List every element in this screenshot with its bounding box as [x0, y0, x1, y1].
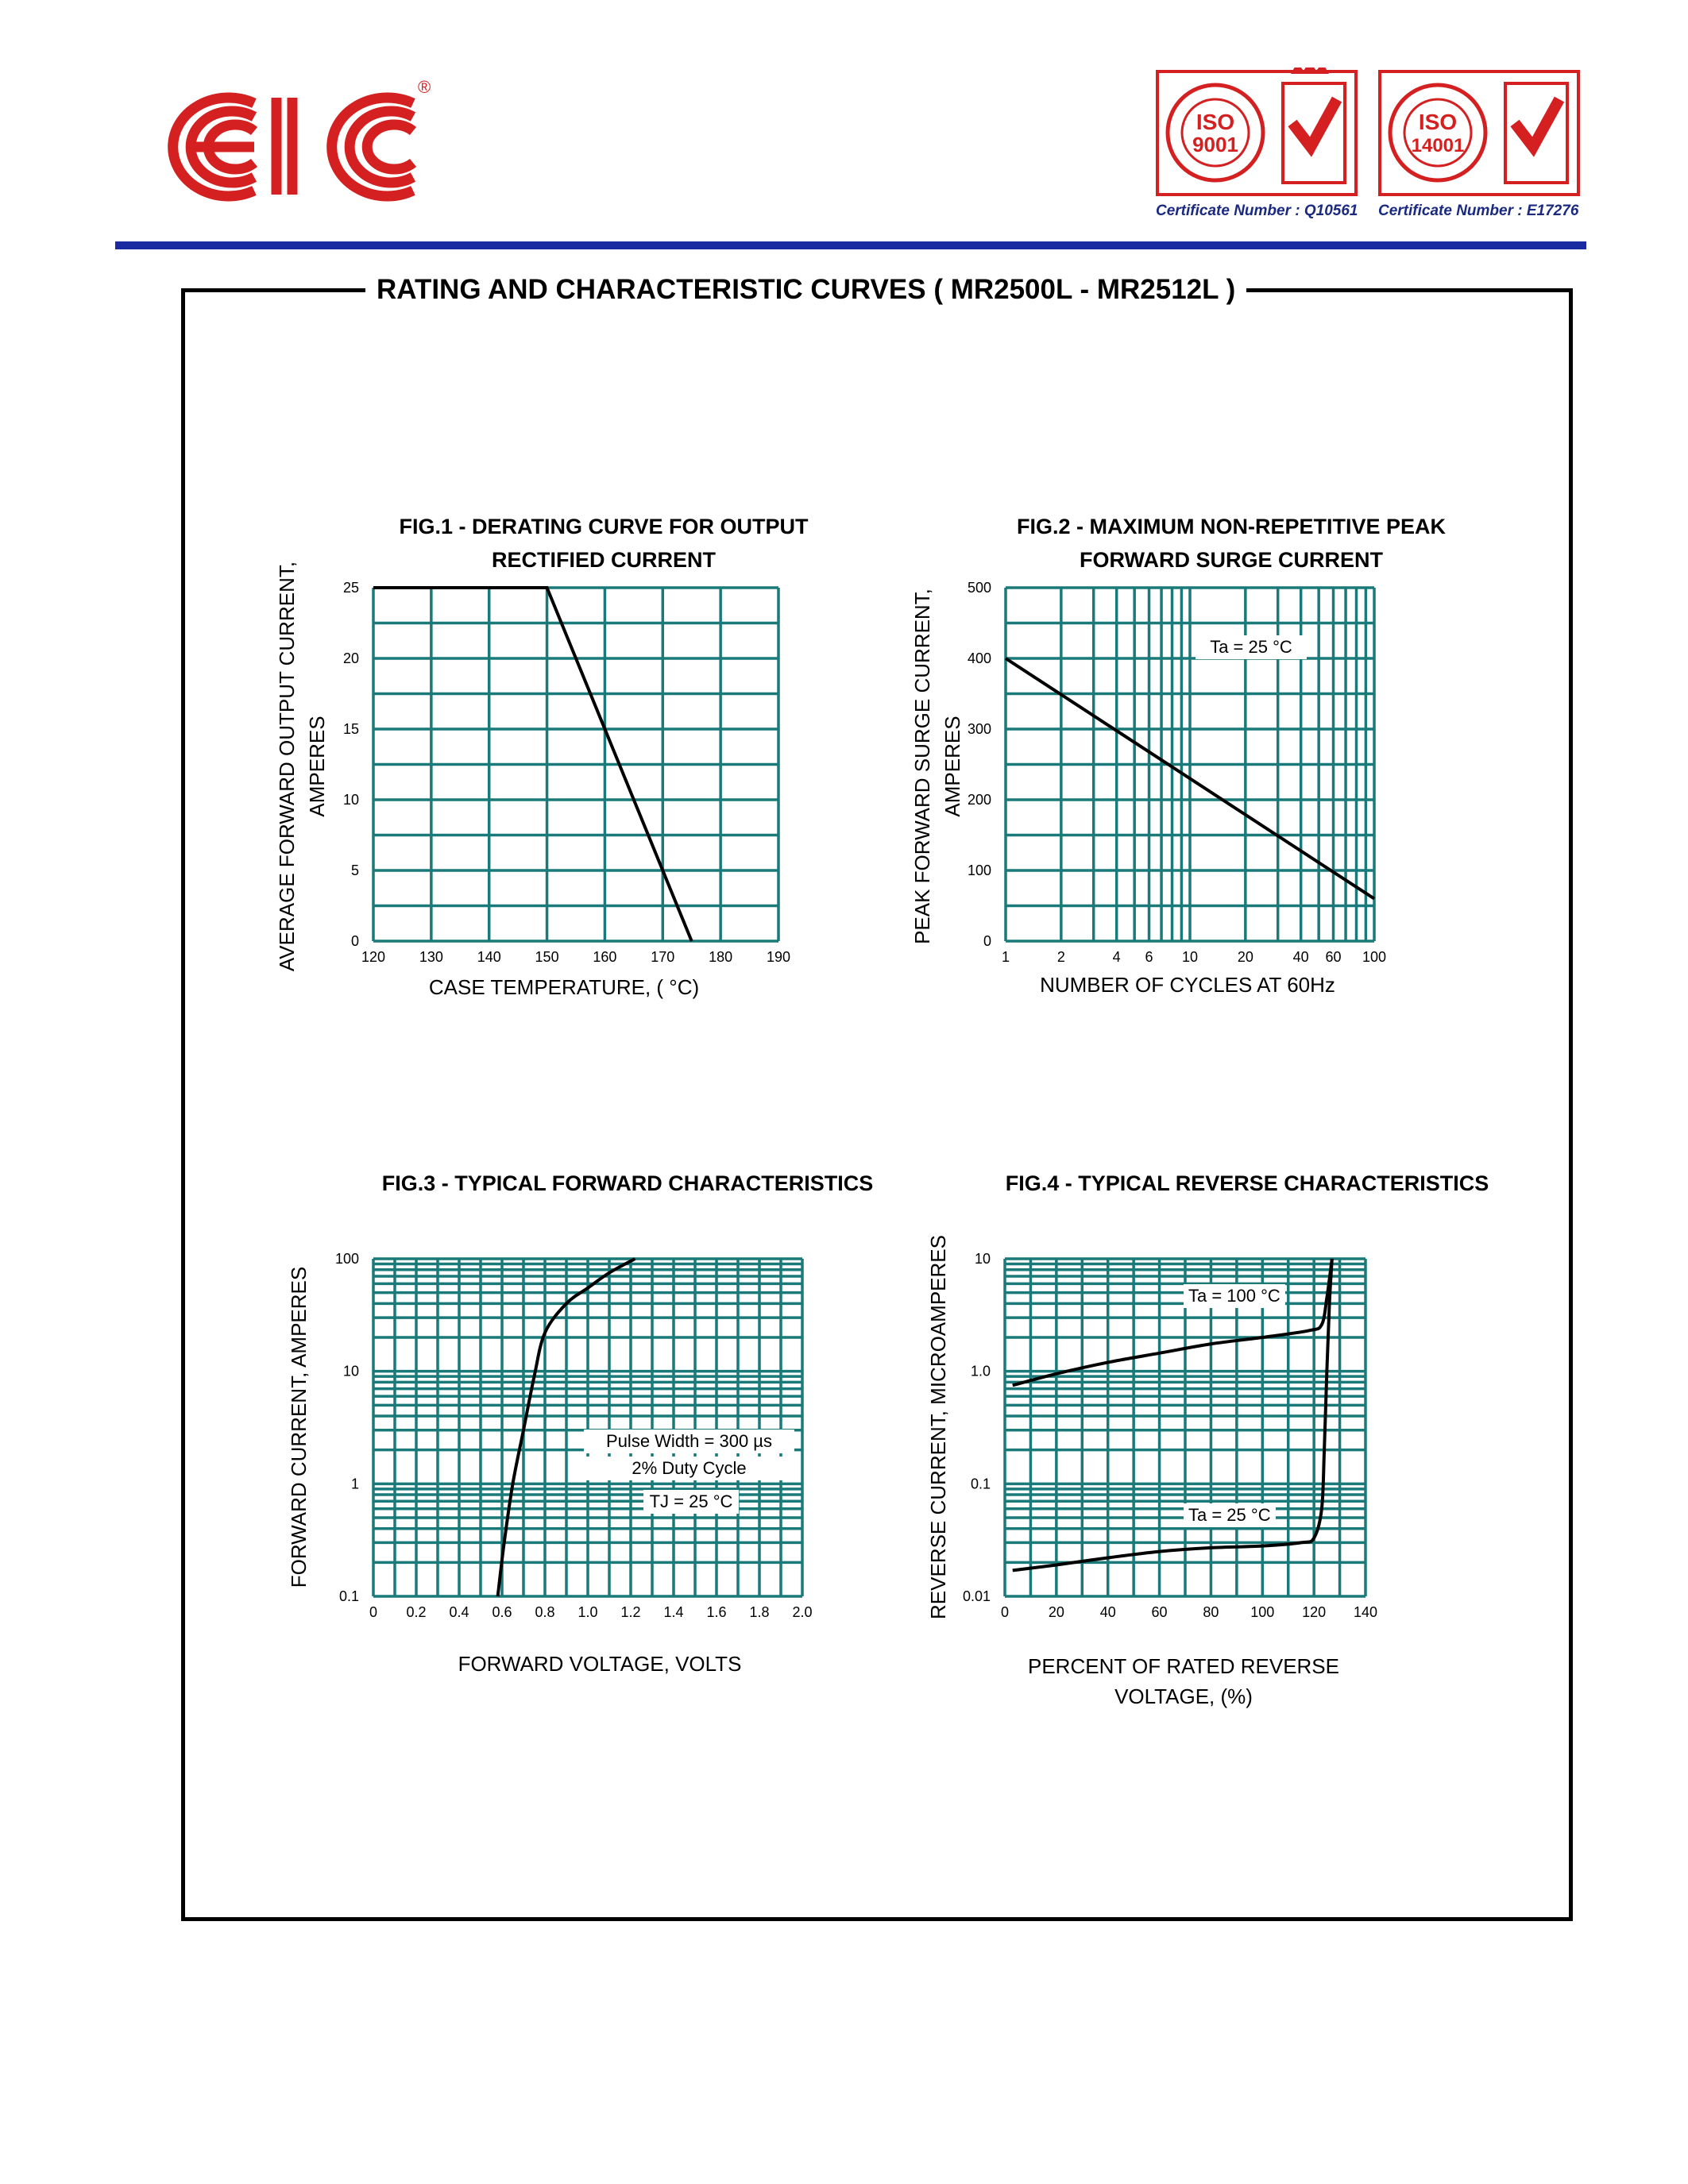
x-tick-label: 120: [361, 949, 386, 965]
x-tick-label: 40: [1099, 1604, 1116, 1620]
header-rule: [115, 241, 1586, 249]
y-tick-label: 10: [974, 1251, 991, 1267]
x-tick-label: 140: [1353, 1604, 1378, 1620]
cert-number: 14001: [1411, 135, 1465, 156]
fig3-title: FIG.3 - TYPICAL FORWARD CHARACTERISTICS: [381, 1171, 874, 1195]
y-tick-label: 0: [983, 933, 991, 949]
x-tick-label: 1.6: [706, 1604, 727, 1620]
x-tick-label: 6: [1145, 949, 1153, 965]
y-tick-label: 1.0: [970, 1363, 991, 1379]
y-tick-label: 0.1: [970, 1476, 991, 1492]
cert-standard: ISO: [1418, 110, 1458, 134]
x-tick-label: 150: [535, 949, 559, 965]
x-tick-label: 0: [1000, 1604, 1010, 1620]
fig3-annotation: 2% Duty Cycle: [584, 1457, 794, 1480]
fig4-y-axis-label: REVERSE CURRENT, MICROAMPERES: [926, 1235, 950, 1619]
x-tick-label: 1.2: [620, 1604, 641, 1620]
x-tick-label: 0.8: [535, 1604, 555, 1620]
x-tick-label: 40: [1292, 949, 1309, 965]
x-tick-label: 2.0: [792, 1604, 813, 1620]
y-tick-label: 1: [350, 1476, 359, 1492]
fig1-y-axis-label: AVERAGE FORWARD OUTPUT CURRENT,: [275, 561, 299, 972]
y-tick-label: 200: [967, 792, 991, 808]
y-tick-label: 500: [967, 580, 991, 596]
x-tick-label: 130: [419, 949, 443, 965]
x-tick-label: 60: [1151, 1604, 1168, 1620]
eic-logo: [151, 68, 437, 210]
fig3-annotation: TJ = 25 °C: [643, 1490, 739, 1514]
fig4-series-label: Ta = 25 °C: [1184, 1503, 1276, 1527]
fig2-title: FORWARD SURGE CURRENT: [1079, 548, 1383, 572]
x-tick-label: 140: [477, 949, 501, 965]
y-tick-label: 5: [350, 862, 359, 878]
fig2-y-axis-label: PEAK FORWARD SURGE CURRENT,: [910, 588, 934, 944]
x-tick-label: 10: [1181, 949, 1199, 965]
fig4-title: FIG.4 - TYPICAL REVERSE CHARACTERISTICS: [1005, 1171, 1489, 1195]
fig1-title: FIG.1 - DERATING CURVE FOR OUTPUT: [399, 515, 809, 538]
iso-9001-badge: [1156, 68, 1358, 220]
y-tick-label: 400: [967, 650, 991, 666]
fig2-annotation: Ta = 25 °C: [1196, 635, 1307, 659]
x-tick-label: 0: [369, 1604, 378, 1620]
x-tick-label: 190: [766, 949, 791, 965]
x-tick-label: 1.8: [749, 1604, 770, 1620]
fig2-x-axis-label: NUMBER OF CYCLES AT 60Hz: [1040, 973, 1335, 997]
fig1-y-axis-label: AMPERES: [305, 716, 329, 817]
x-tick-label: 80: [1203, 1604, 1219, 1620]
x-tick-label: 2: [1056, 949, 1065, 965]
x-tick-label: 0.4: [449, 1604, 469, 1620]
y-tick-label: 100: [967, 862, 991, 878]
y-tick-label: 100: [334, 1251, 359, 1267]
fig4-series-label: Ta = 100 °C: [1184, 1284, 1285, 1308]
y-tick-label: 0.01: [962, 1588, 991, 1604]
x-tick-label: 0.6: [492, 1604, 512, 1620]
x-tick-label: 0.2: [406, 1604, 427, 1620]
iso-14001-badge: [1378, 68, 1581, 220]
cert-number: 9001: [1192, 133, 1238, 156]
y-tick-label: 300: [967, 721, 991, 737]
fig3-x-axis-label: FORWARD VOLTAGE, VOLTS: [458, 1652, 742, 1676]
fig3-annotation: Pulse Width = 300 µs: [584, 1430, 794, 1453]
x-tick-label: 1.4: [663, 1604, 684, 1620]
y-tick-label: 25: [342, 580, 359, 596]
x-tick-label: 160: [593, 949, 617, 965]
y-tick-label: 10: [342, 792, 359, 808]
x-tick-label: 4: [1112, 949, 1121, 965]
cert-standard: ISO: [1196, 110, 1235, 134]
fig2-title: FIG.2 - MAXIMUM NON-REPETITIVE PEAK: [1016, 515, 1447, 538]
x-tick-label: 100: [1250, 1604, 1275, 1620]
fig2-y-axis-label: AMPERES: [941, 716, 964, 817]
y-tick-label: 0: [350, 933, 359, 949]
y-tick-label: 15: [342, 721, 359, 737]
x-tick-label: 20: [1237, 949, 1253, 965]
x-tick-label: 60: [1325, 949, 1342, 965]
registered-mark: ®: [418, 77, 431, 97]
x-tick-label: 120: [1302, 1604, 1327, 1620]
cert-label: Certificate Number : E17276: [1378, 203, 1579, 219]
y-tick-label: 0.1: [338, 1588, 359, 1604]
x-tick-label: 180: [709, 949, 733, 965]
x-tick-label: 1.0: [577, 1604, 598, 1620]
y-tick-label: 20: [342, 650, 359, 666]
x-tick-label: 20: [1048, 1604, 1064, 1620]
fig1-x-axis-label: CASE TEMPERATURE, ( °C): [428, 975, 700, 999]
fig4-x-axis-label: VOLTAGE, (%): [1114, 1684, 1253, 1708]
y-tick-label: 10: [342, 1363, 359, 1379]
fig1-title: RECTIFIED CURRENT: [492, 548, 716, 572]
x-tick-label: 100: [1362, 949, 1387, 965]
fig4-x-axis-label: PERCENT OF RATED REVERSE: [1028, 1654, 1339, 1678]
page-title: RATING AND CHARACTERISTIC CURVES ( MR2500L - MR2512L ): [365, 274, 1246, 306]
x-tick-label: 170: [651, 949, 675, 965]
x-tick-label: 1: [1001, 949, 1010, 965]
cert-label: Certificate Number : Q10561: [1156, 203, 1358, 219]
fig3-y-axis-label: FORWARD CURRENT, AMPERES: [287, 1266, 311, 1588]
